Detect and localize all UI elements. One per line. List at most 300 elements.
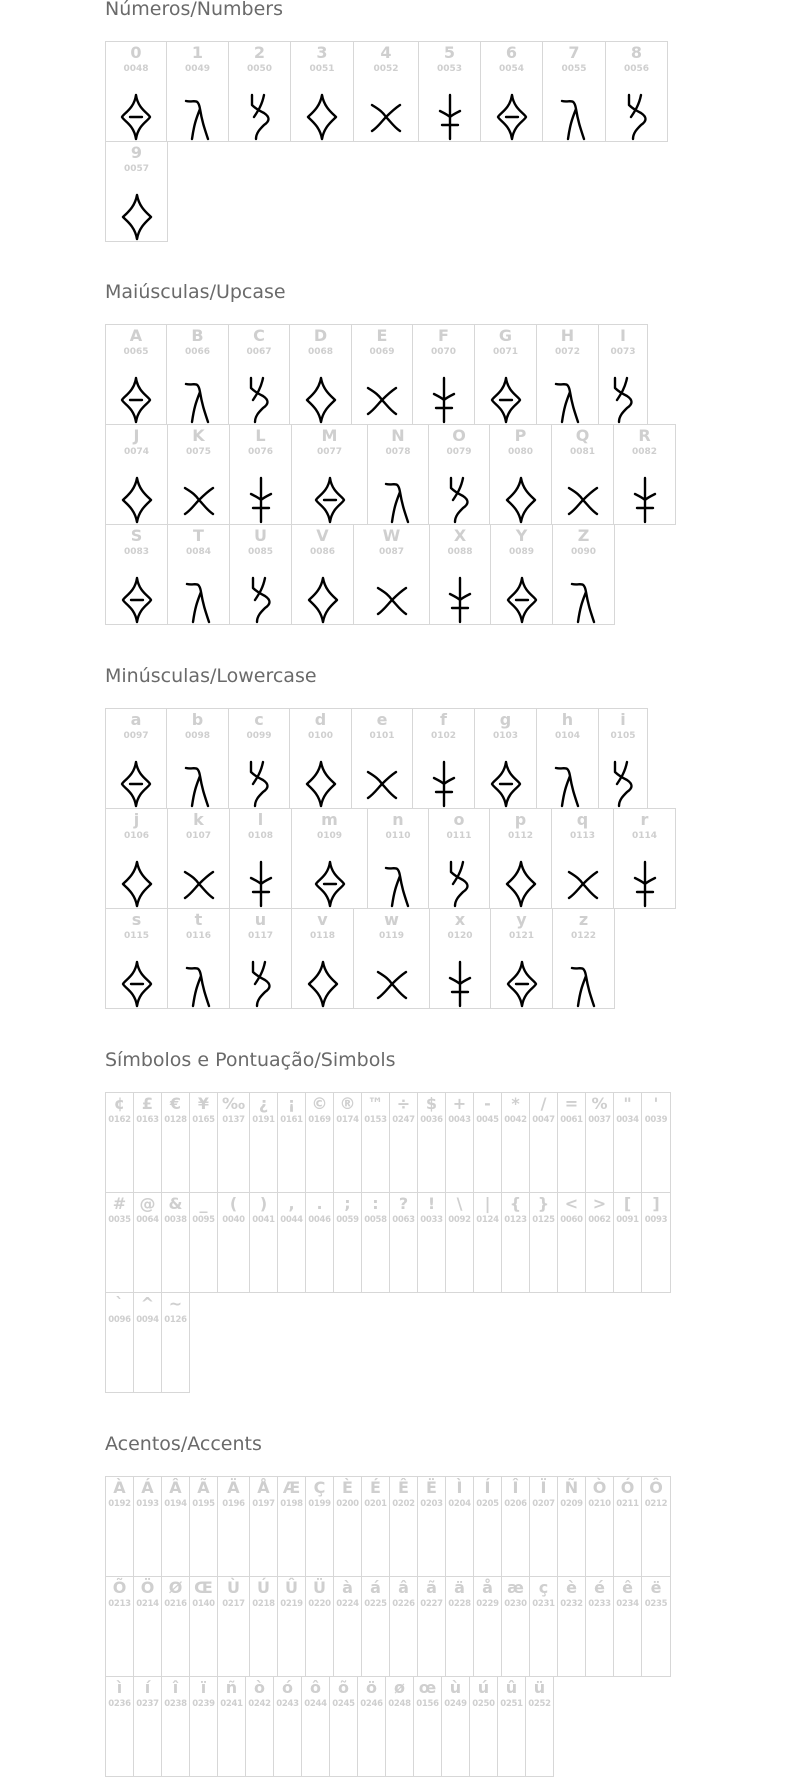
glyph-char: € xyxy=(169,1094,182,1113)
glyph-cell xyxy=(598,708,648,809)
glyph-char: x xyxy=(454,910,466,929)
glyph-char: ì xyxy=(116,1678,123,1697)
glyph-preview-icon xyxy=(366,91,406,141)
section-title-symbols: Símbolos e Pontuação/Simbols xyxy=(105,1049,396,1071)
glyph-cell xyxy=(161,1676,190,1777)
glyph-cell xyxy=(551,808,614,909)
glyph-cell xyxy=(389,1476,418,1577)
glyph-char: ÷ xyxy=(396,1094,411,1113)
glyph-code: 0073 xyxy=(610,347,636,357)
glyph-char: ' xyxy=(653,1094,659,1113)
glyph-char: ñ xyxy=(225,1678,238,1697)
glyph-cell xyxy=(228,324,290,425)
glyph-code: 0165 xyxy=(192,1115,215,1125)
glyph-char: À xyxy=(113,1478,126,1497)
glyph-char: ¡ xyxy=(287,1094,296,1113)
glyph-char: Ä xyxy=(227,1478,240,1497)
glyph-code: 0044 xyxy=(280,1215,303,1225)
glyph-preview-icon xyxy=(492,91,532,141)
glyph-char: Î xyxy=(512,1478,519,1497)
glyph-char: ç xyxy=(538,1578,549,1597)
glyph-cell xyxy=(105,424,168,525)
glyph-char: m xyxy=(321,810,338,829)
glyph-char: = xyxy=(564,1094,579,1113)
glyph-code: 0243 xyxy=(276,1699,299,1709)
glyph-cell xyxy=(105,1192,134,1293)
glyph-cell xyxy=(289,324,352,425)
glyph-cell xyxy=(305,1576,334,1677)
glyph-char: 5 xyxy=(443,43,456,62)
glyph-cell xyxy=(613,424,676,525)
glyph-code: 0035 xyxy=(108,1215,131,1225)
glyph-code: 0077 xyxy=(316,447,343,457)
glyph-char: L xyxy=(255,426,266,445)
glyph-char: & xyxy=(168,1194,183,1213)
glyph-cell xyxy=(161,1476,190,1577)
glyph-char: # xyxy=(112,1194,127,1213)
glyph-cell xyxy=(367,424,429,525)
glyph-code: 0079 xyxy=(446,447,472,457)
glyph-char: _ xyxy=(199,1194,208,1213)
glyph-cell xyxy=(598,324,648,425)
glyph-code: 0043 xyxy=(448,1115,471,1125)
glyph-row xyxy=(105,141,667,241)
glyph-char: 0 xyxy=(130,43,142,62)
glyph-char: - xyxy=(484,1094,491,1113)
glyph-preview-icon xyxy=(179,958,219,1008)
glyph-code: 0112 xyxy=(507,831,534,841)
glyph-char: ¢ xyxy=(113,1094,126,1113)
glyph-char: Ù xyxy=(227,1578,240,1597)
glyph-char: I xyxy=(620,326,626,345)
glyph-char: ? xyxy=(398,1194,409,1213)
glyph-preview-icon xyxy=(502,574,542,624)
glyph-char: $ xyxy=(425,1094,438,1113)
glyph-code: 0217 xyxy=(222,1599,245,1609)
glyph-row xyxy=(105,324,675,424)
glyph-cell xyxy=(389,1576,418,1677)
glyph-char: j xyxy=(133,810,140,829)
glyph-char: ™ xyxy=(367,1094,384,1113)
glyph-cell xyxy=(333,1476,362,1577)
glyph-cell xyxy=(489,424,552,525)
glyph-preview-icon xyxy=(117,474,157,524)
glyph-cell xyxy=(161,1292,190,1393)
glyph-cell xyxy=(217,1676,246,1777)
glyph-cell xyxy=(389,1192,418,1293)
glyph-preview-icon xyxy=(378,474,418,524)
glyph-code: 0093 xyxy=(644,1215,668,1225)
glyph-cell xyxy=(501,1192,530,1293)
glyph-cell xyxy=(189,1676,218,1777)
glyph-char: , xyxy=(288,1194,295,1213)
glyph-code: 0245 xyxy=(332,1699,355,1709)
glyph-char: 7 xyxy=(568,43,580,62)
glyph-cell xyxy=(273,1676,302,1777)
glyph-code: 0100 xyxy=(307,731,334,741)
glyph-code: 0244 xyxy=(304,1699,327,1709)
glyph-cell xyxy=(585,1192,614,1293)
glyph-cell xyxy=(536,708,599,809)
glyph-code: 0210 xyxy=(588,1499,611,1509)
glyph-code: 0191 xyxy=(252,1115,275,1125)
glyph-preview-icon xyxy=(502,958,542,1008)
glyph-code: 0080 xyxy=(507,447,534,457)
glyph-cell xyxy=(552,524,615,625)
glyph-char: h xyxy=(561,710,574,729)
glyph-code: 0060 xyxy=(560,1215,583,1225)
glyph-cell xyxy=(361,1476,390,1577)
glyph-cell xyxy=(474,324,537,425)
glyph-code: 0064 xyxy=(136,1215,159,1225)
glyph-code: 0110 xyxy=(385,831,411,841)
glyph-char: B xyxy=(191,326,204,345)
glyph-char: Q xyxy=(575,426,590,445)
glyph-char: á xyxy=(370,1578,381,1597)
glyph-cell xyxy=(161,1192,190,1293)
glyph-cell xyxy=(551,424,614,525)
glyph-preview-icon xyxy=(603,374,643,424)
glyph-code: 0038 xyxy=(164,1215,187,1225)
glyph-cell xyxy=(389,1092,418,1193)
glyph-row xyxy=(105,1092,670,1192)
glyph-char: í xyxy=(144,1678,151,1697)
glyph-char: M xyxy=(321,426,338,445)
glyph-char: A xyxy=(129,326,143,345)
glyph-cell xyxy=(529,1476,558,1577)
glyph-cell xyxy=(167,524,230,625)
glyph-char: É xyxy=(370,1478,381,1497)
glyph-code: 0113 xyxy=(569,831,596,841)
glyph-code: 0082 xyxy=(631,447,658,457)
glyph-code: 0231 xyxy=(532,1599,555,1609)
glyph-cell xyxy=(536,324,599,425)
glyph-code: 0099 xyxy=(246,731,272,741)
glyph-code: 0087 xyxy=(378,547,405,557)
glyph-preview-icon xyxy=(303,574,343,624)
glyph-preview-icon xyxy=(548,374,588,424)
glyph-char: " xyxy=(623,1094,632,1113)
glyph-cell xyxy=(105,1576,134,1677)
glyph-preview-icon xyxy=(501,474,541,524)
glyph-cell xyxy=(490,908,553,1009)
glyph-code: 0047 xyxy=(532,1115,555,1125)
glyph-row xyxy=(105,41,667,141)
glyph-code: 0105 xyxy=(610,731,636,741)
glyph-cell xyxy=(228,708,290,809)
glyph-code: 0242 xyxy=(248,1699,271,1709)
glyph-code: 0071 xyxy=(492,347,519,357)
glyph-preview-icon xyxy=(439,858,479,908)
glyph-char: ü xyxy=(533,1678,546,1697)
glyph-preview-icon xyxy=(440,958,480,1008)
glyph-code: 0193 xyxy=(136,1499,159,1509)
glyph-cell xyxy=(585,1476,614,1577)
glyph-cell xyxy=(133,1192,162,1293)
glyph-code: 0125 xyxy=(532,1215,555,1225)
glyph-char: ú xyxy=(477,1678,490,1697)
glyph-cell xyxy=(217,1576,250,1677)
glyph-cell xyxy=(529,1192,558,1293)
glyph-row xyxy=(105,424,675,524)
glyph-char: Ã xyxy=(197,1478,210,1497)
glyph-char: Ú xyxy=(257,1578,270,1597)
glyph-code: 0233 xyxy=(588,1599,611,1609)
glyph-code: 0098 xyxy=(184,731,211,741)
glyph-cell xyxy=(613,808,676,909)
glyph-code: 0192 xyxy=(108,1499,131,1509)
glyph-char: Õ xyxy=(112,1578,127,1597)
glyph-char: r xyxy=(640,810,649,829)
glyph-char: © xyxy=(311,1094,328,1113)
glyph-cell xyxy=(413,1676,442,1777)
glyph-preview-icon xyxy=(301,374,341,424)
glyph-code: 0058 xyxy=(364,1215,387,1225)
glyph-char: * xyxy=(511,1094,520,1113)
glyph-char: ; xyxy=(344,1194,351,1213)
glyph-code: 0153 xyxy=(364,1115,387,1125)
glyph-code: 0056 xyxy=(623,64,650,74)
glyph-cell xyxy=(490,524,553,625)
glyph-code: 0096 xyxy=(108,1315,131,1325)
glyph-code: 0238 xyxy=(164,1699,187,1709)
glyph-code: 0062 xyxy=(588,1215,611,1225)
glyph-code: 0212 xyxy=(644,1499,668,1509)
glyph-cell xyxy=(228,41,291,142)
glyph-code: 0239 xyxy=(192,1699,215,1709)
glyph-char: + xyxy=(452,1094,467,1113)
glyph-cell xyxy=(189,1092,218,1193)
glyph-code: 0169 xyxy=(308,1115,331,1125)
glyph-cell xyxy=(229,424,292,525)
section-title-numbers: Números/Numbers xyxy=(105,0,283,20)
glyph-cell xyxy=(105,808,168,909)
glyph-grid-symbols xyxy=(105,1092,670,1392)
glyph-char: Ì xyxy=(456,1478,463,1497)
glyph-preview-icon xyxy=(554,91,594,141)
glyph-char: ( xyxy=(229,1194,238,1213)
glyph-code: 0211 xyxy=(616,1499,639,1509)
glyph-code: 0046 xyxy=(308,1215,331,1225)
glyph-code: 0220 xyxy=(308,1599,331,1609)
glyph-char: g xyxy=(499,710,512,729)
glyph-code: 0226 xyxy=(392,1599,415,1609)
glyph-char: ù xyxy=(449,1678,462,1697)
glyph-char: z xyxy=(578,910,589,929)
glyph-code: 0086 xyxy=(309,547,336,557)
glyph-code: 0107 xyxy=(185,831,212,841)
glyph-char: ¿ xyxy=(258,1094,269,1113)
glyph-cell xyxy=(529,1576,558,1677)
glyph-cell xyxy=(585,1092,614,1193)
glyph-cell xyxy=(105,1476,134,1577)
glyph-char: Ö xyxy=(140,1578,155,1597)
glyph-cell xyxy=(557,1192,586,1293)
glyph-preview-icon xyxy=(625,858,665,908)
glyph-preview-icon xyxy=(424,758,464,808)
glyph-code: 0121 xyxy=(508,931,535,941)
glyph-preview-icon xyxy=(241,958,281,1008)
glyph-char: î xyxy=(172,1678,179,1697)
glyph-code: 0095 xyxy=(192,1215,215,1225)
glyph-preview-icon xyxy=(563,474,603,524)
glyph-code: 0061 xyxy=(560,1115,583,1125)
glyph-char: 2 xyxy=(253,43,266,62)
glyph-char: È xyxy=(342,1478,353,1497)
glyph-cell xyxy=(473,1192,502,1293)
glyph-preview-icon xyxy=(178,91,218,141)
glyph-cell xyxy=(542,41,606,142)
glyph-preview-icon xyxy=(178,374,218,424)
glyph-char: . xyxy=(316,1194,323,1213)
glyph-code: 0109 xyxy=(316,831,343,841)
glyph-code: 0088 xyxy=(447,547,473,557)
glyph-code: 0209 xyxy=(560,1499,583,1509)
glyph-code: 0117 xyxy=(247,931,274,941)
glyph-cell xyxy=(105,324,167,425)
glyph-code: 0034 xyxy=(616,1115,639,1125)
glyph-code: 0065 xyxy=(123,347,149,357)
glyph-cell xyxy=(353,908,430,1009)
glyph-char: p xyxy=(514,810,527,829)
glyph-code: 0089 xyxy=(508,547,535,557)
glyph-cell xyxy=(529,1092,558,1193)
glyph-cell xyxy=(133,1676,162,1777)
glyph-char: 1 xyxy=(191,43,204,62)
glyph-cell xyxy=(385,1676,414,1777)
glyph-code: 0072 xyxy=(554,347,581,357)
glyph-row xyxy=(105,1676,670,1776)
glyph-code: 0198 xyxy=(280,1499,303,1509)
glyph-char: { xyxy=(509,1194,522,1213)
glyph-preview-icon xyxy=(378,858,418,908)
glyph-char: ! xyxy=(427,1194,436,1213)
glyph-code: 0066 xyxy=(184,347,211,357)
glyph-preview-icon xyxy=(179,474,219,524)
glyph-char: ó xyxy=(282,1678,293,1697)
glyph-cell xyxy=(301,1676,330,1777)
glyph-code: 0097 xyxy=(123,731,149,741)
glyph-char: Ç xyxy=(313,1478,326,1497)
glyph-code: 0218 xyxy=(252,1599,275,1609)
glyph-preview-icon xyxy=(501,858,541,908)
glyph-code: 0069 xyxy=(369,347,395,357)
glyph-char: Œ xyxy=(194,1578,213,1597)
glyph-code: 0228 xyxy=(448,1599,471,1609)
glyph-cell xyxy=(189,1476,218,1577)
glyph-cell xyxy=(229,908,292,1009)
glyph-cell xyxy=(641,1476,671,1577)
glyph-code: 0054 xyxy=(498,64,525,74)
glyph-char: Ô xyxy=(649,1478,663,1497)
glyph-cell xyxy=(305,1092,334,1193)
glyph-code: 0118 xyxy=(309,931,336,941)
glyph-code: 0067 xyxy=(246,347,272,357)
glyph-code: 0126 xyxy=(164,1315,187,1325)
glyph-cell xyxy=(361,1576,390,1677)
glyph-char: 9 xyxy=(130,143,143,162)
glyph-code: 0090 xyxy=(570,547,597,557)
glyph-cell xyxy=(641,1192,671,1293)
glyph-preview-icon xyxy=(117,858,157,908)
glyph-code: 0122 xyxy=(570,931,597,941)
glyph-char: @ xyxy=(139,1194,156,1213)
glyph-char: / xyxy=(540,1094,547,1113)
glyph-char: F xyxy=(438,326,449,345)
glyph-char: 8 xyxy=(630,43,643,62)
glyph-char: ê xyxy=(622,1578,633,1597)
glyph-char: ] xyxy=(652,1194,660,1213)
glyph-preview-icon xyxy=(239,374,279,424)
glyph-char: Ê xyxy=(398,1478,409,1497)
glyph-cell xyxy=(480,41,543,142)
glyph-row xyxy=(105,1576,670,1676)
glyph-cell xyxy=(474,708,537,809)
glyph-code: 0206 xyxy=(504,1499,527,1509)
glyph-char: œ xyxy=(418,1678,437,1697)
glyph-code: 0252 xyxy=(528,1699,551,1709)
glyph-cell xyxy=(166,324,229,425)
glyph-preview-icon xyxy=(617,91,657,141)
glyph-code: 0074 xyxy=(123,447,150,457)
glyph-cell xyxy=(167,808,230,909)
glyph-char: k xyxy=(193,810,204,829)
glyph-cell xyxy=(217,1092,250,1193)
glyph-cell xyxy=(105,41,167,142)
glyph-code: 0128 xyxy=(164,1115,187,1125)
glyph-cell xyxy=(557,1576,586,1677)
glyph-cell xyxy=(605,41,668,142)
glyph-cell xyxy=(249,1576,278,1677)
glyph-code: 0116 xyxy=(185,931,212,941)
glyph-code: 0094 xyxy=(136,1315,159,1325)
glyph-char: \ xyxy=(456,1194,463,1213)
glyph-char: Ü xyxy=(313,1578,326,1597)
glyph-cell xyxy=(291,908,354,1009)
glyph-preview-icon xyxy=(241,858,281,908)
glyph-code: 0250 xyxy=(472,1699,495,1709)
glyph-char: ë xyxy=(650,1578,662,1597)
glyph-char: ‰ xyxy=(221,1094,246,1113)
glyph-code: 0137 xyxy=(222,1115,245,1125)
glyph-cell xyxy=(291,808,368,909)
glyph-cell xyxy=(361,1192,390,1293)
glyph-char: f xyxy=(440,710,447,729)
glyph-code: 0235 xyxy=(644,1599,668,1609)
glyph-code: 0037 xyxy=(588,1115,611,1125)
glyph-char: X xyxy=(453,526,467,545)
glyph-cell xyxy=(417,1576,446,1677)
glyph-char: P xyxy=(514,426,527,445)
glyph-code: 0059 xyxy=(336,1215,359,1225)
glyph-char: s xyxy=(131,910,142,929)
glyph-cell xyxy=(501,1476,530,1577)
glyph-preview-icon xyxy=(548,758,588,808)
glyph-cell xyxy=(613,1192,642,1293)
glyph-char: D xyxy=(313,326,328,345)
glyph-char: ) xyxy=(259,1194,268,1213)
glyph-cell xyxy=(429,524,491,625)
glyph-grid-upcase xyxy=(105,324,675,624)
glyph-code: 0040 xyxy=(222,1215,245,1225)
glyph-code: 0124 xyxy=(476,1215,499,1225)
glyph-code: 0225 xyxy=(364,1599,387,1609)
glyph-cell xyxy=(361,1092,390,1193)
glyph-cell xyxy=(417,1092,446,1193)
glyph-preview-icon xyxy=(372,574,412,624)
glyph-cell xyxy=(289,708,352,809)
glyph-code: 0051 xyxy=(309,64,335,74)
